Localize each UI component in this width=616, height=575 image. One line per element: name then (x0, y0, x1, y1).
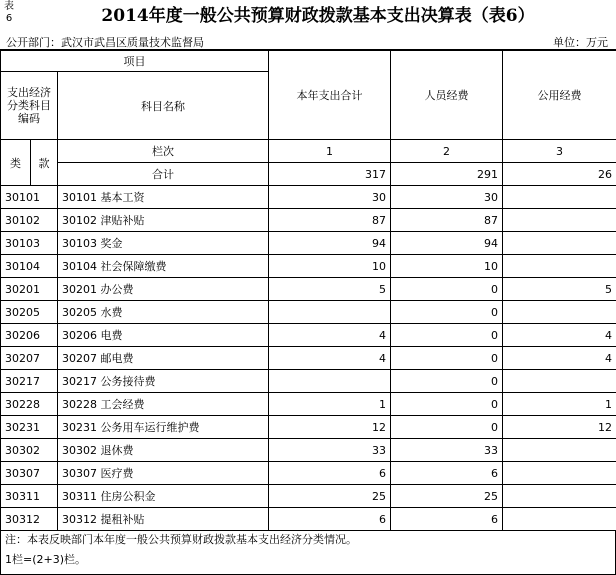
header-row-project (1, 51, 616, 72)
row-code: 30103 (1, 232, 58, 255)
header-col1: 1 (269, 140, 391, 163)
row-public (503, 209, 616, 232)
header-row-lanci (1, 140, 616, 163)
row-total: 6 (269, 462, 391, 485)
department-label: 公开部门：武汉市武昌区质量技术监督局 (6, 36, 204, 49)
header-personnel: 人员经费 (391, 51, 503, 140)
row-code: 30102 (1, 209, 58, 232)
table-row (1, 462, 616, 485)
table-row (1, 186, 616, 209)
row-public: 12 (503, 416, 616, 439)
header-kuan: 款 (31, 140, 58, 186)
header-lei: 类 (1, 140, 31, 186)
row-public: 1 (503, 393, 616, 416)
row-personnel: 30 (391, 186, 503, 209)
row-personnel: 33 (391, 439, 503, 462)
meta-bar (0, 32, 616, 50)
row-total: 12 (269, 416, 391, 439)
row-public (503, 485, 616, 508)
header-lanci: 栏次 (58, 140, 269, 163)
row-code: 30206 (1, 324, 58, 347)
notes (0, 530, 616, 575)
row-total: 5 (269, 278, 391, 301)
row-subject-name: 30102 津贴补贴 (58, 209, 269, 232)
header-total: 本年支出合计 (269, 51, 391, 140)
row-personnel: 6 (391, 462, 503, 485)
row-personnel: 87 (391, 209, 503, 232)
row-subject-name: 30103 奖金 (58, 232, 269, 255)
table-row (1, 508, 616, 531)
table-row (1, 255, 616, 278)
row-code: 30231 (1, 416, 58, 439)
table-row (1, 416, 616, 439)
row-code: 30104 (1, 255, 58, 278)
row-public: 4 (503, 324, 616, 347)
row-subject-name: 30302 退休费 (58, 439, 269, 462)
row-personnel: 10 (391, 255, 503, 278)
row-code: 30302 (1, 439, 58, 462)
row-public (503, 186, 616, 209)
table-row (1, 278, 616, 301)
row-personnel: 6 (391, 508, 503, 531)
row-personnel: 25 (391, 485, 503, 508)
row-code: 30307 (1, 462, 58, 485)
header-econ-code: 支出经济分类科目编码 (1, 72, 58, 140)
row-subject-name: 30101 基本工资 (58, 186, 269, 209)
row-total: 94 (269, 232, 391, 255)
row-personnel: 0 (391, 370, 503, 393)
row-public (503, 301, 616, 324)
header-project: 项目 (1, 51, 269, 72)
header-col2: 2 (391, 140, 503, 163)
page-title: 2014年度一般公共预算财政拨款基本支出决算表（表6） (101, 6, 535, 26)
table-row (1, 485, 616, 508)
row-public: 5 (503, 278, 616, 301)
row-personnel: 0 (391, 347, 503, 370)
row-subject-name: 30307 医疗费 (58, 462, 269, 485)
total-public: 26 (503, 163, 616, 186)
row-personnel: 94 (391, 232, 503, 255)
row-code: 30311 (1, 485, 58, 508)
row-code: 30205 (1, 301, 58, 324)
table-row (1, 324, 616, 347)
row-subject-name: 30231 公务用车运行维护费 (58, 416, 269, 439)
row-subject-name: 30228 工会经费 (58, 393, 269, 416)
note-line-1: 注：本表反映部门本年度一般公共预算财政拨款基本支出经济分类情况。 (5, 533, 357, 546)
row-public (503, 462, 616, 485)
row-total: 1 (269, 393, 391, 416)
table-row (1, 439, 616, 462)
total-personnel: 291 (391, 163, 503, 186)
table-row (1, 232, 616, 255)
row-total: 6 (269, 508, 391, 531)
row-code: 30207 (1, 347, 58, 370)
row-subject-name: 30311 住房公积金 (58, 485, 269, 508)
row-subject-name: 30201 办公费 (58, 278, 269, 301)
total-label: 合计 (58, 163, 269, 186)
row-public: 4 (503, 347, 616, 370)
row-total (269, 370, 391, 393)
row-public (503, 370, 616, 393)
table-row (1, 347, 616, 370)
row-subject-name: 30104 社会保障缴费 (58, 255, 269, 278)
row-subject-name: 30312 提租补贴 (58, 508, 269, 531)
table-tag: 表6 (4, 1, 14, 24)
row-total (269, 301, 391, 324)
row-personnel: 0 (391, 278, 503, 301)
table-row (1, 370, 616, 393)
row-personnel: 0 (391, 393, 503, 416)
row-code: 30312 (1, 508, 58, 531)
row-total: 25 (269, 485, 391, 508)
row-subject-name: 30206 电费 (58, 324, 269, 347)
row-personnel: 0 (391, 324, 503, 347)
row-public (503, 508, 616, 531)
row-total: 4 (269, 324, 391, 347)
note-line-2: 1栏=(2+3)栏。 (5, 553, 87, 566)
header-col3: 3 (503, 140, 616, 163)
expenditure-table (0, 50, 616, 531)
row-personnel: 0 (391, 416, 503, 439)
row-code: 30101 (1, 186, 58, 209)
row-subject-name: 30205 水费 (58, 301, 269, 324)
total-sum: 317 (269, 163, 391, 186)
row-total: 30 (269, 186, 391, 209)
header-subject-name: 科目名称 (58, 72, 269, 140)
table-row (1, 393, 616, 416)
row-public (503, 439, 616, 462)
unit-label: 单位：万元 (553, 36, 608, 49)
row-subject-name: 30207 邮电费 (58, 347, 269, 370)
row-code: 30228 (1, 393, 58, 416)
row-total: 33 (269, 439, 391, 462)
table-row (1, 301, 616, 324)
row-total: 10 (269, 255, 391, 278)
row-total: 4 (269, 347, 391, 370)
row-public (503, 232, 616, 255)
row-code: 30217 (1, 370, 58, 393)
row-code: 30201 (1, 278, 58, 301)
total-row (1, 163, 616, 186)
table-row (1, 209, 616, 232)
row-public (503, 255, 616, 278)
header-public: 公用经费 (503, 51, 616, 140)
row-total: 87 (269, 209, 391, 232)
row-subject-name: 30217 公务接待费 (58, 370, 269, 393)
row-personnel: 0 (391, 301, 503, 324)
